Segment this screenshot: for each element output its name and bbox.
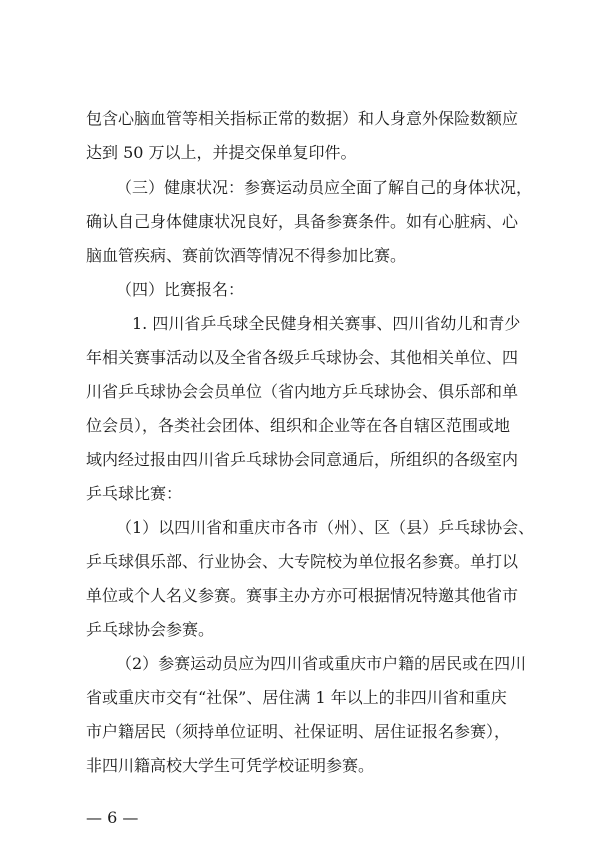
text-line: 非四川籍高校大学生可凭学校证明参赛。 — [86, 756, 375, 775]
text-line: 域内经过报由四川省乒乓球协会同意通后，所组织的各级室内 — [86, 450, 519, 469]
text-line: 位会员），各类社会团体、组织和企业等在各自辖区范围或地 — [86, 416, 511, 435]
text-line: （2）参赛运动员应为四川省或重庆市户籍的居民或在四川 — [116, 654, 527, 673]
text-line: （三）健康状况：参赛运动员应全面了解自己的身体状况， — [116, 178, 533, 197]
text-line: 包含心脑血管等相关指标正常的数据）和人身意外保险数额应 — [86, 109, 519, 128]
text-line: 乒乓球比赛： — [86, 484, 183, 503]
page-number: — 6 — — [86, 808, 139, 827]
text-line: 年相关赛事活动以及全省各级乒乓球协会、其他相关单位、四 — [86, 348, 519, 367]
text-line: 脑血管疾病、赛前饮酒等情况不得参加比赛。 — [86, 246, 407, 265]
text-line: （四）比赛报名： — [116, 280, 245, 299]
text-line: 市户籍居民（须持单位证明、社保证明、居住证报名参赛）， — [86, 722, 511, 741]
text-line: 川省乒乓球协会会员单位（省内地方乒乓球协会、俱乐部和单 — [86, 382, 519, 401]
text-line: 单位或个人名义参赛。赛事主办方亦可根据情况特邀其他省市 — [86, 586, 519, 605]
text-line: 省或重庆市交有“社保”、居住满 1 年以上的非四川省和重庆 — [86, 688, 507, 707]
text-line: 乒乓球俱乐部、行业协会、大专院校为单位报名参赛。单打以 — [86, 552, 519, 571]
text-line: 乒乓球协会参赛。 — [86, 620, 215, 639]
text-line: 1. 四川省乒乓球全民健身相关赛事、四川省幼儿和青少 — [132, 314, 521, 333]
text-line: 达到 50 万以上，并提交保单复印件。 — [86, 143, 357, 162]
text-line: 确认自己身体健康状况良好，具备参赛条件。如有心脏病、心 — [86, 212, 519, 231]
text-line: （1）以四川省和重庆市各市（州）、区（县）乒乓球协会、 — [116, 518, 535, 537]
